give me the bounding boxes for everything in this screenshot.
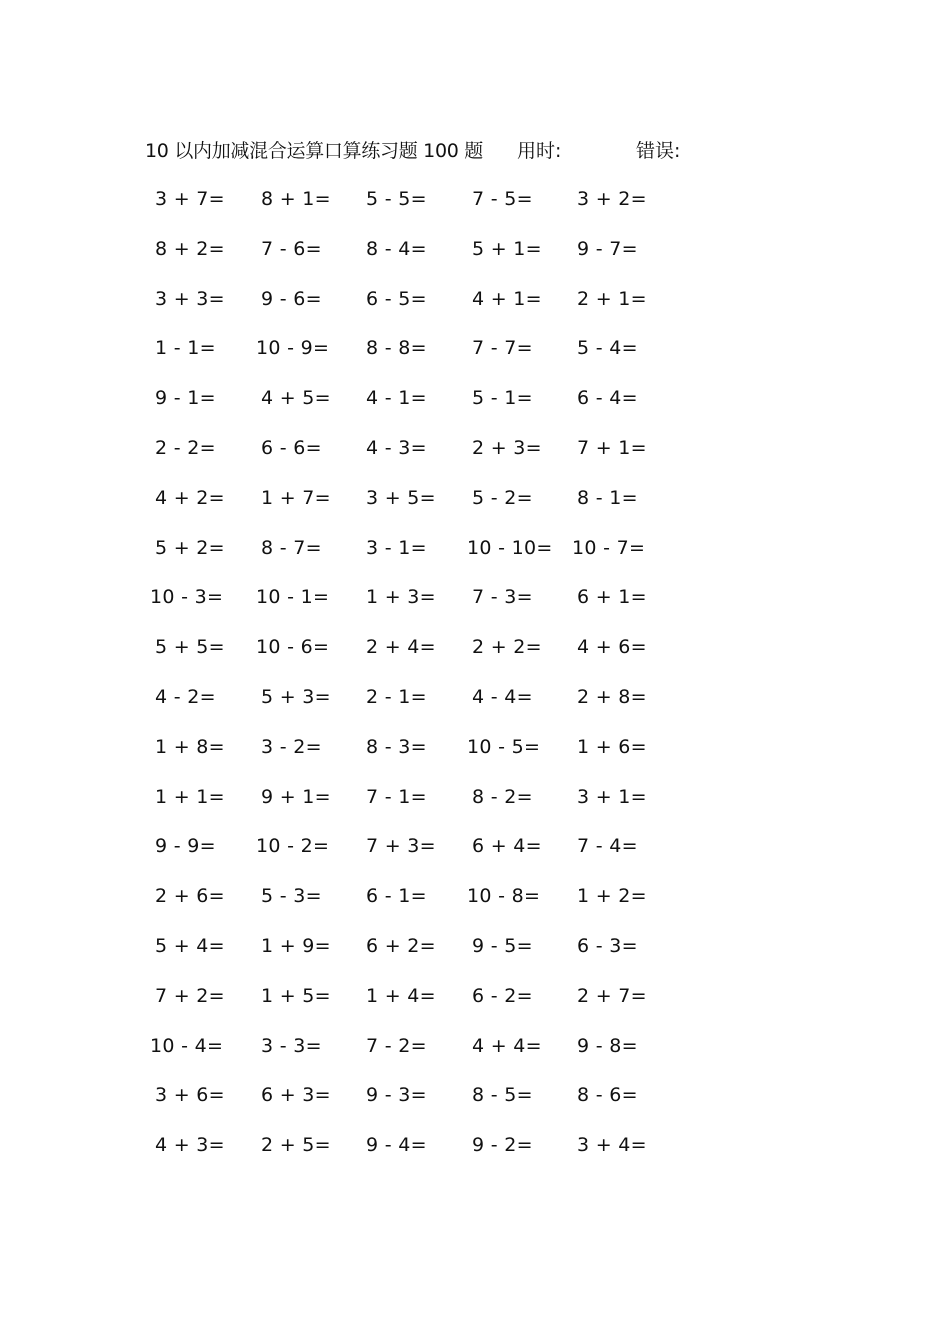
- problem-item: 1 + 7=: [261, 487, 331, 509]
- problem-item: 7 - 6=: [261, 238, 322, 260]
- problem-item: 9 - 5=: [472, 935, 533, 957]
- problem-item: 4 - 3=: [366, 437, 427, 459]
- problem-item: 5 - 2=: [472, 487, 533, 509]
- problem-item: 3 - 1=: [366, 537, 427, 559]
- problem-item: 4 + 1=: [472, 288, 542, 310]
- problem-item: 9 + 1=: [261, 786, 331, 808]
- problem-item: 5 - 3=: [261, 885, 322, 907]
- problem-item: 7 - 1=: [366, 786, 427, 808]
- problem-item: 8 - 2=: [472, 786, 533, 808]
- problem-item: 8 - 5=: [472, 1084, 533, 1106]
- problem-item: 2 - 1=: [366, 686, 427, 708]
- problem-item: 2 - 2=: [155, 437, 216, 459]
- problem-item: 9 - 4=: [366, 1134, 427, 1156]
- problem-item: 5 + 3=: [261, 686, 331, 708]
- problem-item: 5 + 1=: [472, 238, 542, 260]
- problem-item: 5 + 4=: [155, 935, 225, 957]
- problem-item: 3 - 3=: [261, 1035, 322, 1057]
- problem-item: 10 - 6=: [256, 636, 330, 658]
- problem-item: 7 + 3=: [366, 835, 436, 857]
- time-label: 用时:: [517, 140, 562, 162]
- problem-item: 6 - 4=: [577, 387, 638, 409]
- problem-item: 3 + 1=: [577, 786, 647, 808]
- problem-item: 8 - 3=: [366, 736, 427, 758]
- problem-item: 9 - 8=: [577, 1035, 638, 1057]
- problem-item: 3 + 2=: [577, 188, 647, 210]
- problem-item: 4 - 2=: [155, 686, 216, 708]
- problem-item: 1 + 5=: [261, 985, 331, 1007]
- problem-item: 7 - 2=: [366, 1035, 427, 1057]
- problem-item: 8 - 8=: [366, 337, 427, 359]
- problem-item: 6 + 2=: [366, 935, 436, 957]
- problem-item: 10 - 7=: [572, 537, 646, 559]
- problem-item: 4 + 6=: [577, 636, 647, 658]
- problem-item: 7 + 2=: [155, 985, 225, 1007]
- problem-item: 8 - 4=: [366, 238, 427, 260]
- problem-item: 4 + 4=: [472, 1035, 542, 1057]
- problem-item: 7 - 3=: [472, 586, 533, 608]
- problem-item: 7 + 1=: [577, 437, 647, 459]
- problem-item: 9 - 3=: [366, 1084, 427, 1106]
- problem-item: 9 - 6=: [261, 288, 322, 310]
- problem-item: 6 + 3=: [261, 1084, 331, 1106]
- problem-item: 6 - 5=: [366, 288, 427, 310]
- problem-item: 6 + 4=: [472, 835, 542, 857]
- problem-item: 10 - 4=: [150, 1035, 224, 1057]
- problem-item: 5 + 5=: [155, 636, 225, 658]
- problem-item: 6 - 1=: [366, 885, 427, 907]
- problem-item: 1 - 1=: [155, 337, 216, 359]
- problem-item: 1 + 3=: [366, 586, 436, 608]
- problem-item: 8 + 1=: [261, 188, 331, 210]
- problem-item: 1 + 8=: [155, 736, 225, 758]
- problem-item: 10 - 10=: [467, 537, 553, 559]
- problem-item: 1 + 6=: [577, 736, 647, 758]
- problem-item: 3 + 3=: [155, 288, 225, 310]
- problem-item: 5 - 5=: [366, 188, 427, 210]
- problem-item: 10 - 8=: [467, 885, 541, 907]
- worksheet-title: 10 以内加减混合运算口算练习题 100 题: [145, 140, 483, 162]
- problem-item: 3 + 6=: [155, 1084, 225, 1106]
- problem-item: 10 - 2=: [256, 835, 330, 857]
- problem-item: 1 + 2=: [577, 885, 647, 907]
- problem-item: 4 - 1=: [366, 387, 427, 409]
- problem-item: 10 - 1=: [256, 586, 330, 608]
- problem-item: 8 + 2=: [155, 238, 225, 260]
- problem-item: 3 + 5=: [366, 487, 436, 509]
- problem-item: 1 + 9=: [261, 935, 331, 957]
- problem-item: 1 + 4=: [366, 985, 436, 1007]
- problem-item: 4 - 4=: [472, 686, 533, 708]
- problem-item: 10 - 3=: [150, 586, 224, 608]
- problem-item: 6 - 3=: [577, 935, 638, 957]
- problem-item: 5 + 2=: [155, 537, 225, 559]
- problem-item: 7 - 5=: [472, 188, 533, 210]
- problem-item: 8 - 1=: [577, 487, 638, 509]
- problem-item: 8 - 6=: [577, 1084, 638, 1106]
- problem-item: 9 - 7=: [577, 238, 638, 260]
- problem-item: 2 + 4=: [366, 636, 436, 658]
- problem-item: 3 - 2=: [261, 736, 322, 758]
- problem-item: 3 + 4=: [577, 1134, 647, 1156]
- problem-item: 6 + 1=: [577, 586, 647, 608]
- problem-item: 4 + 2=: [155, 487, 225, 509]
- problem-item: 2 + 1=: [577, 288, 647, 310]
- problem-item: 2 + 2=: [472, 636, 542, 658]
- problem-item: 6 - 2=: [472, 985, 533, 1007]
- problem-item: 4 + 5=: [261, 387, 331, 409]
- problem-item: 5 - 4=: [577, 337, 638, 359]
- problem-item: 1 + 1=: [155, 786, 225, 808]
- problem-item: 9 - 1=: [155, 387, 216, 409]
- problem-item: 2 + 3=: [472, 437, 542, 459]
- problem-item: 3 + 7=: [155, 188, 225, 210]
- problem-item: 2 + 6=: [155, 885, 225, 907]
- problem-item: 5 - 1=: [472, 387, 533, 409]
- problem-item: 9 - 9=: [155, 835, 216, 857]
- problem-item: 6 - 6=: [261, 437, 322, 459]
- problem-item: 2 + 7=: [577, 985, 647, 1007]
- problem-item: 7 - 4=: [577, 835, 638, 857]
- problem-item: 10 - 9=: [256, 337, 330, 359]
- problem-item: 10 - 5=: [467, 736, 541, 758]
- problem-item: 7 - 7=: [472, 337, 533, 359]
- problem-item: 8 - 7=: [261, 537, 322, 559]
- problem-item: 9 - 2=: [472, 1134, 533, 1156]
- problem-item: 2 + 8=: [577, 686, 647, 708]
- problem-item: 4 + 3=: [155, 1134, 225, 1156]
- problem-item: 2 + 5=: [261, 1134, 331, 1156]
- error-label: 错误:: [636, 140, 681, 162]
